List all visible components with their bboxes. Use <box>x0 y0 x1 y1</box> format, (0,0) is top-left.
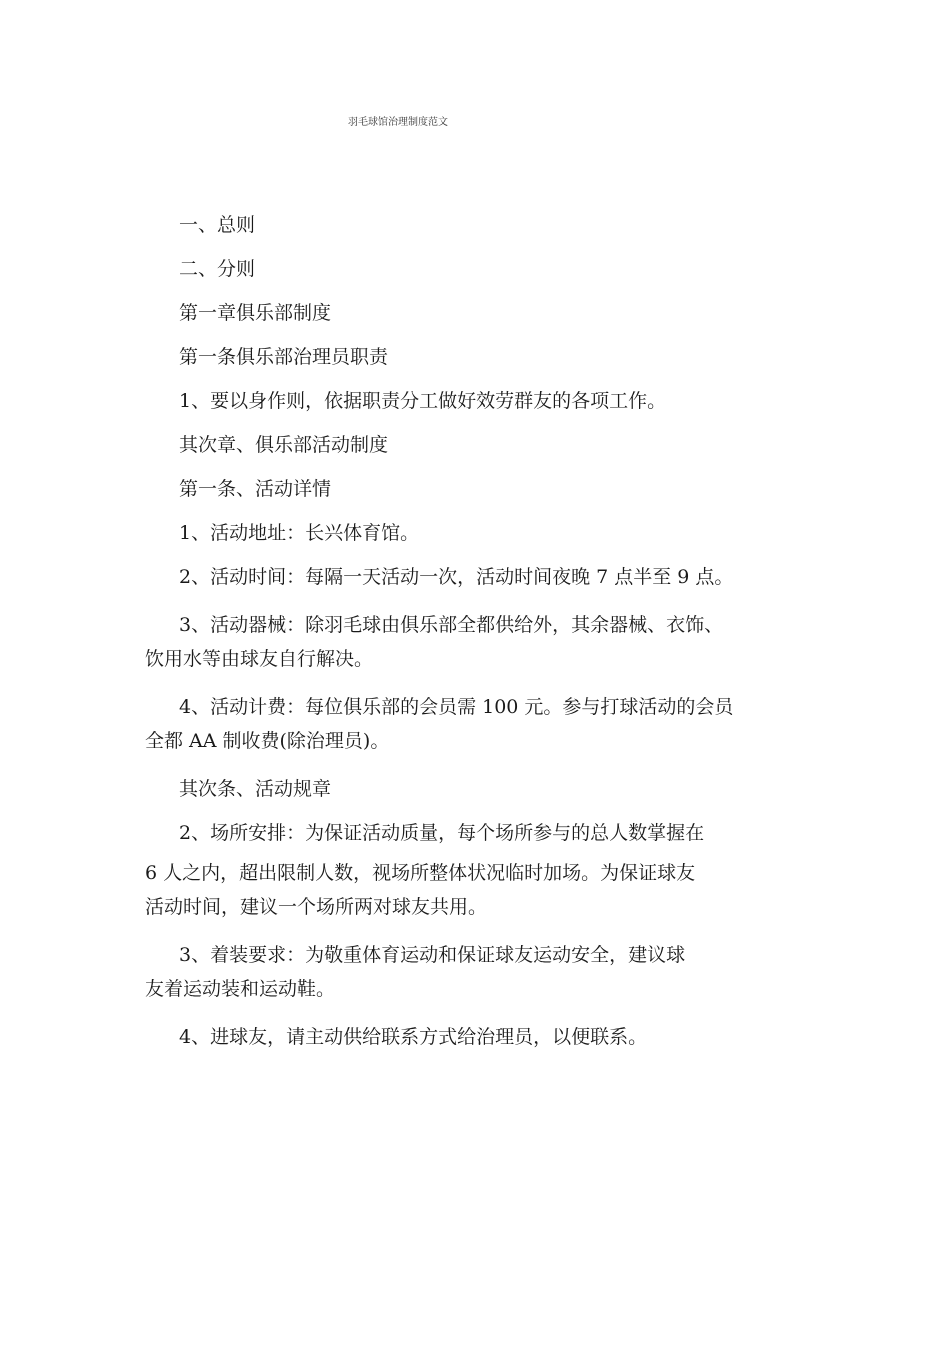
section-general: 一、总则 <box>179 214 256 236</box>
rule-item2-line2: 6 人之内，超出限制人数，视场所整体状况临时加场。为保证球友 <box>145 862 696 884</box>
document-header-title: 羽毛球馆治理制度范文 <box>348 117 448 128</box>
chapter1-heading: 第一章俱乐部制度 <box>179 302 332 324</box>
rule-item2-line3: 活动时间，建议一个场所两对球友共用。 <box>145 896 488 918</box>
rule-item2-line1: 2、场所安排：为保证活动质量，每个场所参与的总人数掌握在 <box>179 822 705 844</box>
section-detailed: 二、分则 <box>179 258 256 280</box>
rule-item3 <box>145 938 785 1006</box>
activity-item4-line1: 4、活动计费：每位俱乐部的会员需 100 元。参与打球活动的会员 <box>179 696 734 718</box>
activity-item1: 1、活动地址：长兴体育馆。 <box>179 522 420 544</box>
chapter2-article1-heading: 第一条、活动详情 <box>179 478 332 500</box>
activity-item4 <box>145 690 785 758</box>
chapter1-article1-heading: 第一条俱乐部治理员职责 <box>179 346 389 368</box>
rule-item2 <box>145 816 785 924</box>
rule-item3-line2: 友着运动装和运动鞋。 <box>145 978 336 1000</box>
activity-item2: 2、活动时间：每隔一天活动一次，活动时间夜晚 7 点半至 9 点。 <box>179 566 734 588</box>
activity-item3 <box>145 608 785 676</box>
activity-item4-line2: 全都 AA 制收费(除治理员)。 <box>145 730 390 752</box>
document-body <box>145 208 785 1054</box>
rule-item3-line1: 3、着装要求：为敬重体育运动和保证球友运动安全，建议球 <box>179 944 686 966</box>
rule-item4: 4、进球友，请主动供给联系方式给治理员，以便联系。 <box>179 1026 648 1048</box>
activity-item3-line2: 饮用水等由球友自行解决。 <box>145 648 374 670</box>
chapter2-heading: 其次章、俱乐部活动制度 <box>179 434 389 456</box>
chapter1-item1: 1、要以身作则，依据职责分工做好效劳群友的各项工作。 <box>179 390 667 412</box>
chapter2-article2-heading: 其次条、活动规章 <box>179 778 332 800</box>
activity-item3-line1: 3、活动器械：除羽毛球由俱乐部全都供给外，其余器械、衣饰、 <box>179 614 724 636</box>
